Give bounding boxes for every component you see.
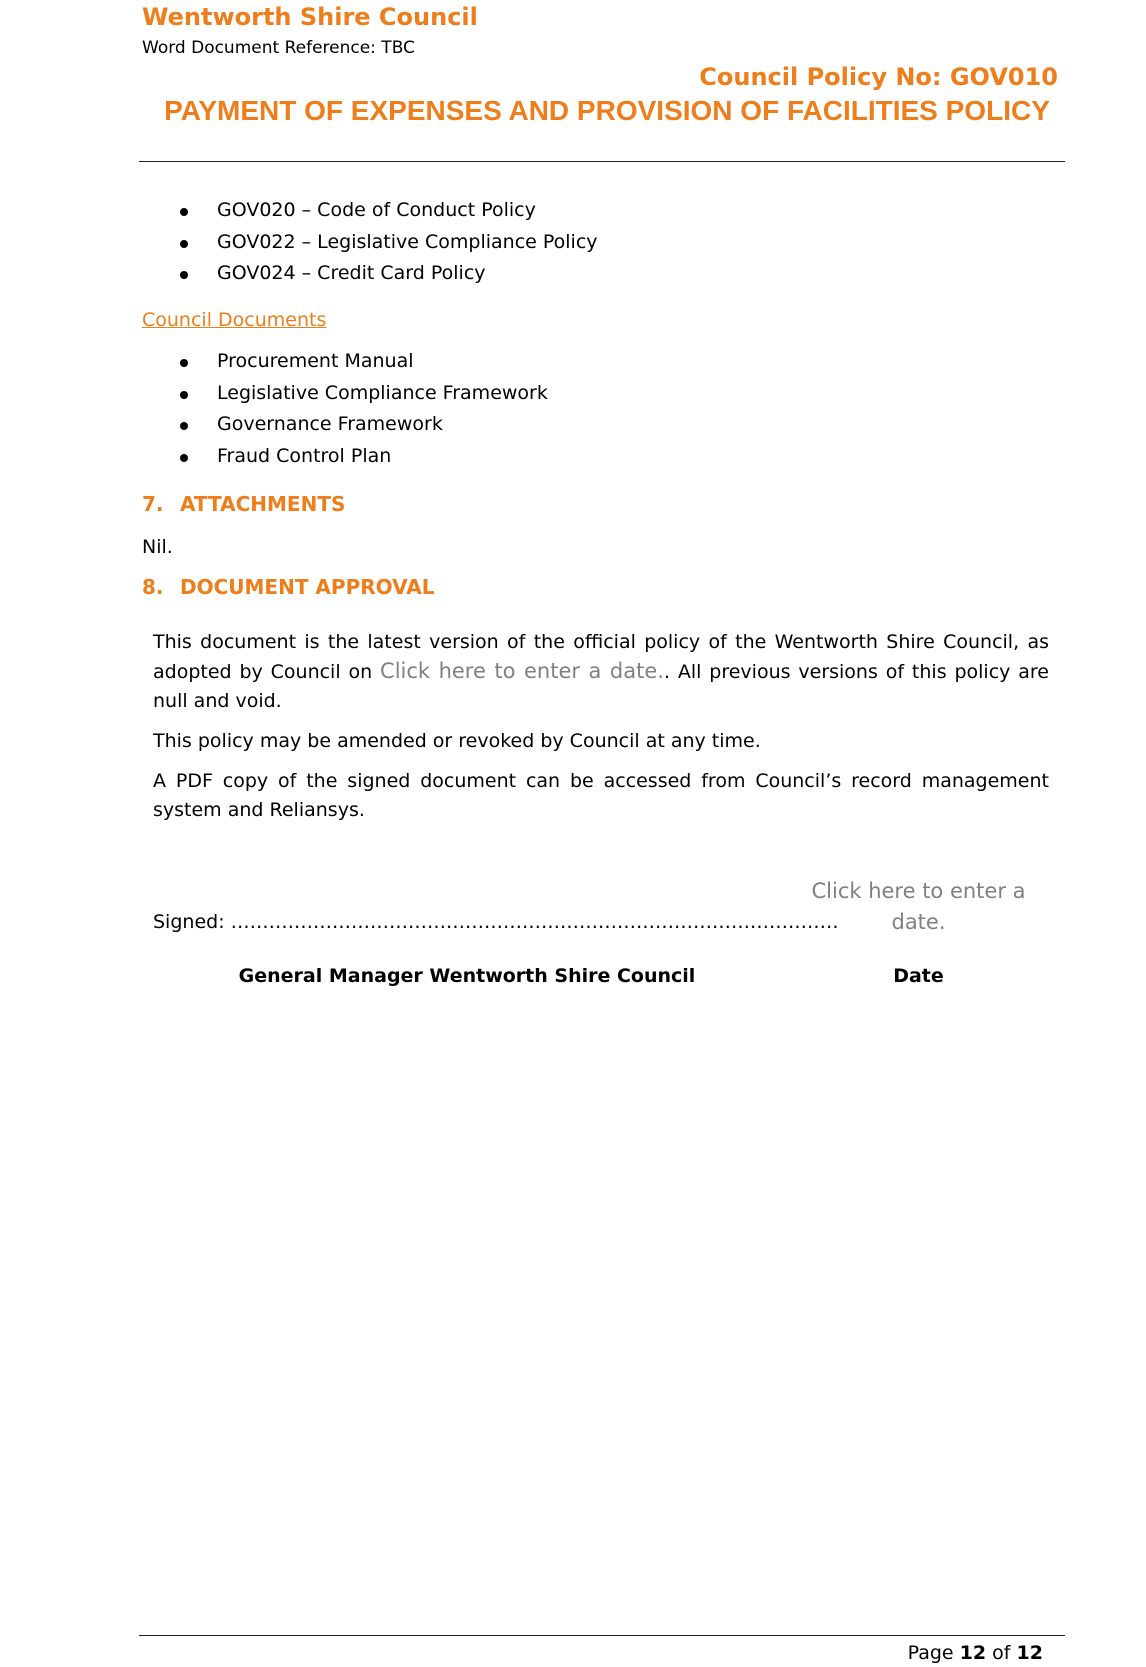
list-item-text: Legislative Compliance Framework xyxy=(217,381,548,404)
council-documents-list xyxy=(142,346,1042,472)
bullet-icon xyxy=(180,359,188,367)
date-label: Date xyxy=(893,965,944,987)
bullet-icon xyxy=(180,240,188,248)
list-item xyxy=(142,346,1042,378)
list-item xyxy=(142,409,1042,441)
page-number xyxy=(908,1639,1043,1667)
attachments-body: Nil. xyxy=(142,536,173,558)
council-documents-heading[interactable]: Council Documents xyxy=(142,309,327,331)
total-pages: 12 xyxy=(1016,1642,1043,1664)
section-heading-document-approval xyxy=(142,572,434,602)
policy-title: PAYMENT OF EXPENSES AND PROVISION OF FACILITIES POLICY xyxy=(164,95,1050,126)
council-name: Wentworth Shire Council xyxy=(142,3,478,31)
list-item xyxy=(142,195,1042,227)
list-item-text: GOV020 – Code of Conduct Policy xyxy=(217,199,536,221)
signature-date-field[interactable]: Click here to enter a date. xyxy=(811,879,1026,934)
section-title: DOCUMENT APPROVAL xyxy=(180,575,435,599)
related-policies-list xyxy=(142,195,1042,290)
approval-text-end: . All previous versions of this policy are null and void. xyxy=(153,661,1049,712)
bullet-icon xyxy=(180,454,188,462)
current-page: 12 xyxy=(959,1642,987,1664)
list-item xyxy=(142,441,1042,473)
list-item xyxy=(142,378,1042,410)
signatory-label: General Manager Wentworth Shire Council xyxy=(238,965,696,987)
bullet-icon xyxy=(180,271,188,279)
section-number: 7. xyxy=(142,492,164,516)
list-item-text: Governance Framework xyxy=(217,413,443,435)
bullet-icon xyxy=(180,391,188,399)
page-word: Page xyxy=(907,1642,954,1664)
approval-paragraph xyxy=(153,628,1049,716)
document-reference: Word Document Reference: TBC xyxy=(142,38,415,58)
bullet-icon xyxy=(180,208,188,216)
list-item-text: Procurement Manual xyxy=(217,350,414,372)
footer-divider xyxy=(139,1635,1065,1636)
of-word: of xyxy=(992,1642,1011,1664)
header-divider xyxy=(139,161,1065,162)
amendment-paragraph: This policy may be amended or revoked by Council at any time. xyxy=(153,730,761,752)
policy-number: Council Policy No: GOV010 xyxy=(699,63,1058,91)
list-item xyxy=(142,227,1042,259)
section-title: ATTACHMENTS xyxy=(180,492,346,516)
approval-text-start: This document is the latest version of the official policy of the Wentworth Shire Council, as adopted by Council on xyxy=(153,631,1049,683)
section-number: 8. xyxy=(142,575,164,599)
list-item-text: Fraud Control Plan xyxy=(217,444,392,467)
section-heading-attachments xyxy=(142,489,345,519)
adoption-date-field[interactable]: Click here to enter a date. xyxy=(380,659,664,683)
pdf-copy-paragraph: A PDF copy of the signed document can be accessed from Council’s record management system and Reliansys. xyxy=(153,770,1049,821)
list-item-text: GOV024 – Credit Card Policy xyxy=(217,262,486,284)
list-item xyxy=(142,258,1042,290)
list-item-text: GOV022 – Legislative Compliance Policy xyxy=(217,230,598,253)
signature-line: Signed: …………………………………………………………………………………… xyxy=(153,911,839,933)
bullet-icon xyxy=(180,422,188,430)
